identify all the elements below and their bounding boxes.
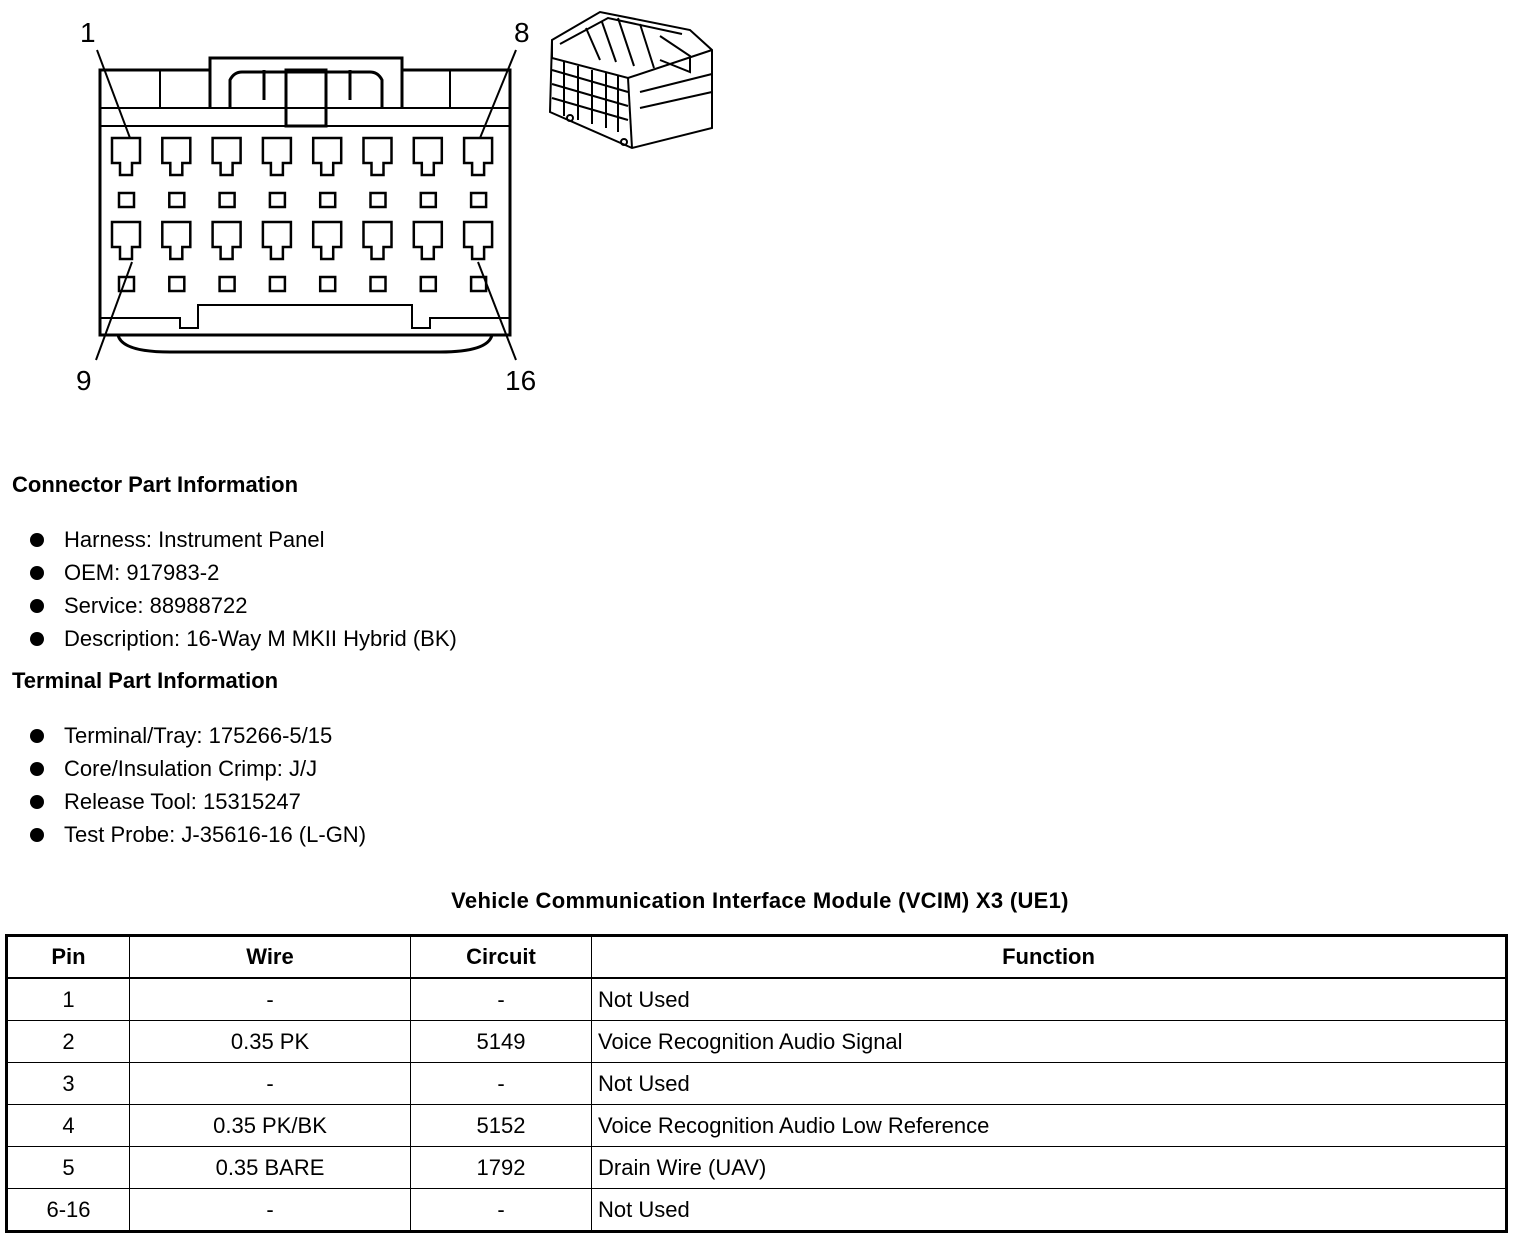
lock-window-3 <box>220 193 235 207</box>
cavity-16 <box>464 222 492 259</box>
table-row <box>7 1105 1507 1147</box>
pin-label-9: 9 <box>76 365 92 396</box>
list-item-text: Test Probe: J-35616-16 (L-GN) <box>64 822 367 847</box>
lock-window-15 <box>421 277 436 291</box>
lock-window-2 <box>169 193 184 207</box>
bullet-icon <box>30 566 44 580</box>
bullet-icon <box>30 795 44 809</box>
table-row <box>7 1147 1507 1189</box>
terminal-part-heading: Terminal Part Information <box>12 668 279 693</box>
lock-window-1 <box>119 193 134 207</box>
circuit-cell: 1792 <box>411 1147 592 1189</box>
column-header-pin: Pin <box>7 936 130 979</box>
connector-part-list <box>28 523 457 655</box>
lock-window-10 <box>169 277 184 291</box>
lock-window-5 <box>320 193 335 207</box>
connector-diagram <box>0 0 760 420</box>
list-item <box>28 589 457 622</box>
lock-window-13 <box>320 277 335 291</box>
pin-cell: 2 <box>7 1021 130 1063</box>
bullet-icon <box>30 828 44 842</box>
lock-window-14 <box>371 277 386 291</box>
column-header-circuit: Circuit <box>411 936 592 979</box>
list-item <box>28 752 366 785</box>
pin-cell: 4 <box>7 1105 130 1147</box>
cavity-11 <box>213 222 241 259</box>
function-cell: Not Used <box>592 978 1507 1021</box>
bullet-icon <box>30 599 44 613</box>
circuit-cell: - <box>411 978 592 1021</box>
list-item <box>28 818 366 851</box>
circuit-cell: 5149 <box>411 1021 592 1063</box>
connector-iso-view <box>550 12 712 148</box>
circuit-cell: - <box>411 1189 592 1232</box>
list-item <box>28 719 366 752</box>
lock-window-12 <box>270 277 285 291</box>
connector-housing <box>100 58 510 335</box>
cavity-4 <box>263 138 291 175</box>
list-item <box>28 622 457 655</box>
cavity-14 <box>364 222 392 259</box>
table-row <box>7 978 1507 1021</box>
pin-cell: 1 <box>7 978 130 1021</box>
table-row <box>7 1021 1507 1063</box>
cavity-9 <box>112 222 140 259</box>
bullet-icon <box>30 729 44 743</box>
bullet-icon <box>30 533 44 547</box>
terminal-part-list <box>28 719 366 851</box>
table-row <box>7 1063 1507 1105</box>
lock-window-11 <box>220 277 235 291</box>
wire-cell: - <box>130 978 411 1021</box>
wire-cell: 0.35 BARE <box>130 1147 411 1189</box>
list-item-text: Release Tool: 15315247 <box>64 789 301 814</box>
cavity-2 <box>162 138 190 175</box>
lock-window-7 <box>421 193 436 207</box>
cavity-5 <box>313 138 341 175</box>
circuit-cell: - <box>411 1063 592 1105</box>
bullet-icon <box>30 632 44 646</box>
connector-part-heading: Connector Part Information <box>12 472 299 497</box>
cavity-7 <box>414 138 442 175</box>
column-header-wire: Wire <box>130 936 411 979</box>
list-item-text: Service: 88988722 <box>64 593 248 618</box>
list-item-text: Terminal/Tray: 175266-5/15 <box>64 723 333 748</box>
cavity-12 <box>263 222 291 259</box>
list-item <box>28 556 457 589</box>
pin-cell: 6-16 <box>7 1189 130 1232</box>
wire-cell: 0.35 PK <box>130 1021 411 1063</box>
list-item <box>28 785 366 818</box>
list-item <box>28 523 457 556</box>
table-title: Vehicle Communication Interface Module (VCIM) X3 (UE1) <box>451 888 1069 913</box>
function-cell: Drain Wire (UAV) <box>592 1147 1507 1189</box>
cavity-15 <box>414 222 442 259</box>
function-cell: Voice Recognition Audio Low Reference <box>592 1105 1507 1147</box>
list-item-text: OEM: 917983-2 <box>64 560 220 585</box>
lock-window-6 <box>371 193 386 207</box>
table-header-row <box>7 936 1507 979</box>
cavity-1 <box>112 138 140 175</box>
column-header-function: Function <box>592 936 1507 979</box>
pin-label-8: 8 <box>514 17 530 48</box>
table-row <box>7 1189 1507 1232</box>
wire-cell: - <box>130 1189 411 1232</box>
list-item-text: Description: 16-Way M MKII Hybrid (BK) <box>64 626 457 651</box>
bullet-icon <box>30 762 44 776</box>
cavity-6 <box>364 138 392 175</box>
cavity-10 <box>162 222 190 259</box>
wire-cell: - <box>130 1063 411 1105</box>
pin-cell: 3 <box>7 1063 130 1105</box>
function-cell: Not Used <box>592 1189 1507 1232</box>
cavity-3 <box>213 138 241 175</box>
wire-cell: 0.35 PK/BK <box>130 1105 411 1147</box>
list-item-text: Harness: Instrument Panel <box>64 527 325 552</box>
pin-label-1: 1 <box>80 17 96 48</box>
cavity-8 <box>464 138 492 175</box>
cavity-13 <box>313 222 341 259</box>
list-item-text: Core/Insulation Crimp: J/J <box>64 756 318 781</box>
lock-window-8 <box>471 193 486 207</box>
function-cell: Voice Recognition Audio Signal <box>592 1021 1507 1063</box>
lock-window-4 <box>270 193 285 207</box>
pin-cell: 5 <box>7 1147 130 1189</box>
function-cell: Not Used <box>592 1063 1507 1105</box>
circuit-cell: 5152 <box>411 1105 592 1147</box>
pin-label-16: 16 <box>505 365 537 396</box>
pinout-table <box>5 934 1508 1233</box>
